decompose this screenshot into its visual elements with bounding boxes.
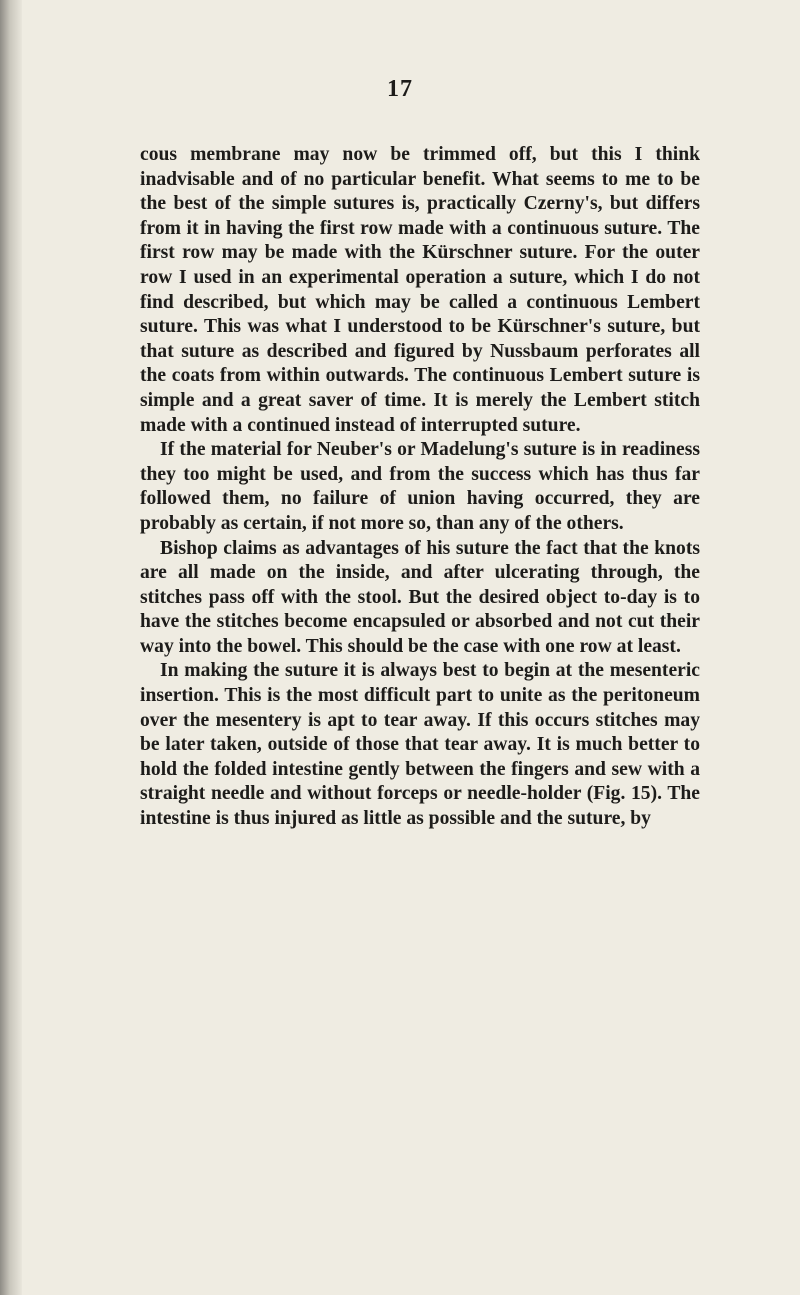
- paragraph-3: Bishop claims as advantages of his suture the fact that the knots are all made on the inside, and after ulcerating through, the stitches pass off with the stool. But the desired object to-day is to have the stitches become encapsuled or absorbed and not cut their way into the bowel. This should be the case with one row at least.: [140, 537, 700, 657]
- paragraph-2: If the material for Neuber's or Madelung's suture is in readiness they too might be used, and from the success which has thus far followed them, no failure of union having occurred, they are probably as certain, if not more so, than any of the others.: [140, 439, 700, 534]
- page-number: 17: [387, 76, 413, 102]
- body-text: [140, 143, 700, 832]
- page-left-edge-shadow: [0, 0, 22, 1295]
- paragraph-1: cous membrane may now be trimmed off, but this I think inadvisable and of no particular benefit. What seems to me to be the best of the simple sutures is, practically Czerny's, but differs from it in having the first row made with a continuous suture. The first row may be made with the Kürschner suture. For the outer row I used in an experimental operation a suture, which I do not find described, but which may be called a continuous Lembert suture. This was what I understood to be Kürschner's suture, but that suture as described and figured by Nussbaum perforates all the coats from within outwards. The continuous Lembert suture is simple and a great saver of time. It is merely the Lembert stitch made with a continued instead of interrupted suture.: [140, 144, 700, 436]
- paragraph-4: In making the suture it is always best to begin at the mesenteric insertion. This is the most difficult part to unite as the peritoneum over the mesentery is apt to tear away. If this occurs stitches may be later taken, outside of those that tear away. It is much better to hold the folded intestine gently between the fingers and sew with a straight needle and without forceps or needle-holder (Fig. 15). The intestine is thus injured as little as possible and the suture, by: [140, 660, 700, 830]
